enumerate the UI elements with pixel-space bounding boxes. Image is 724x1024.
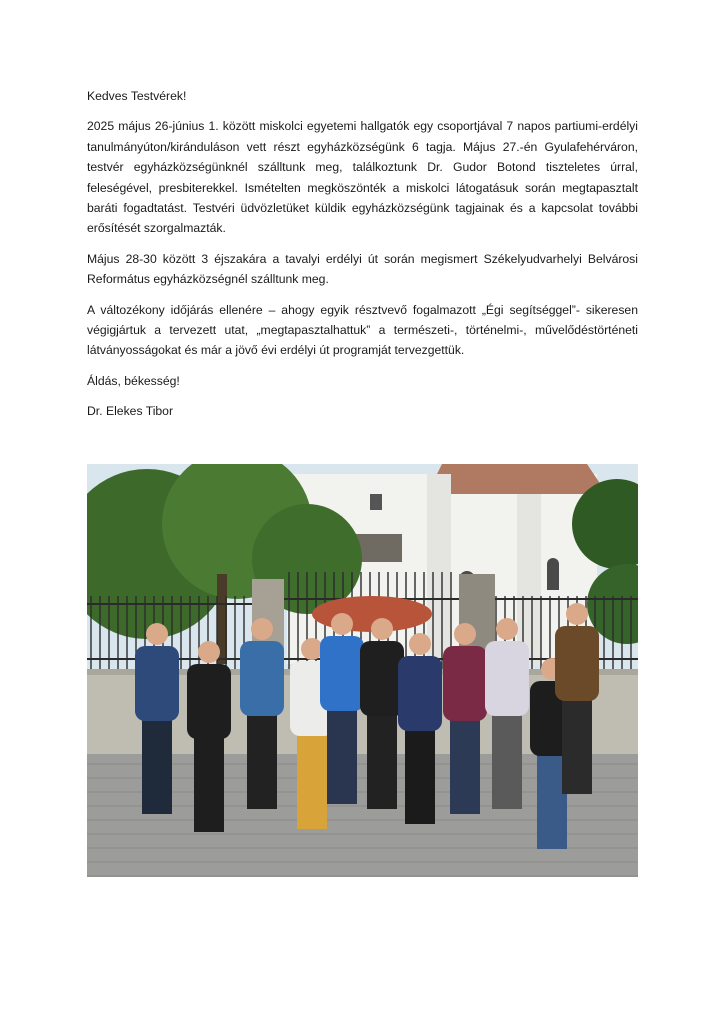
letter-paragraph: A változékony időjárás ellenére – ahogy egyik résztvevő fogalmazott „Égi segítséggel”- sikeresen végigjártuk a tervezett utat, „megtapasztalhattuk” a természeti-, történelmi-, művelődéstörténeti látványosságokat és már a jövő évi erdélyi út programját tervezgettük. [87,302,638,358]
letter-closing: Áldás, békesség! [87,373,180,388]
church-roof [427,464,607,494]
group-photo-illustration [87,464,638,877]
letter-signature: Dr. Elekes Tibor [87,404,174,419]
letter-paragraph: 2025 május 26-június 1. között miskolci egyetemi hallgatók egy csoportjával 7 napos partiumi-erdélyi tanulmányúton/kiránduláson vett részt egyházközségünk 6 tagja. Május 27.-én Gyulafehérváron, testvér egyházközségünknél szálltunk meg, találkoztunk Dr. Gudor Botond tiszteletes úrral, feleségével, presbiterekkel. Ismételten megköszönték a miskolci látogatásuk során megtapasztalt baráti fogadtatást. Testvéri üdvözletüket küldik egyházközségünk tagjainak és a kapcsolat további erősítését szorgalmazták. [87,119,638,236]
letter-paragraph: Május 28-30 között 3 éjszakára a tavalyi erdélyi út során megismert Székelyudvarhelyi Belvárosi Református egyházközségnél szálltunk meg. [87,251,638,287]
letter-body [87,86,638,432]
group-photo [87,464,638,877]
letter-greeting: Kedves Testvérek! [87,89,187,103]
